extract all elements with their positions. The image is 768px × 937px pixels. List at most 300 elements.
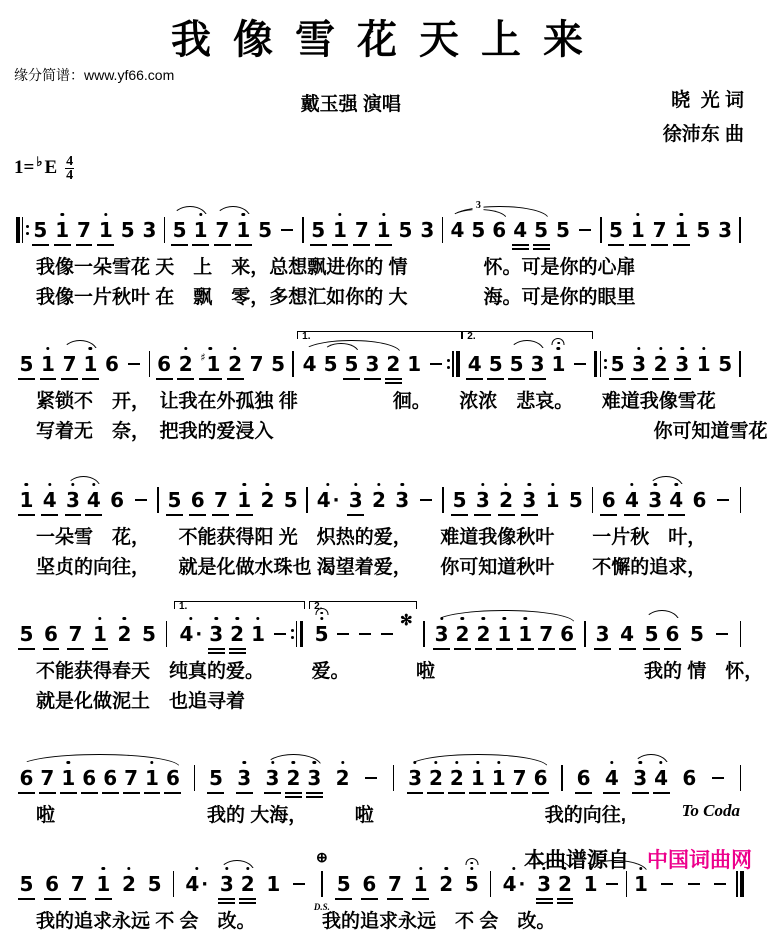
beam-underline bbox=[207, 792, 224, 794]
dot bbox=[291, 629, 294, 632]
sharp-sign: ♯ bbox=[200, 350, 206, 364]
note-digit: 5 bbox=[718, 352, 733, 376]
note bbox=[234, 487, 255, 513]
lyric-row: 就是化做泥土 也追寻着 bbox=[36, 691, 246, 712]
note-digit: 2 bbox=[228, 352, 242, 376]
beam-underline bbox=[54, 244, 71, 246]
note-digit: 6 bbox=[45, 872, 60, 896]
beam-underline bbox=[353, 244, 370, 246]
beam-underline bbox=[235, 244, 252, 246]
beam-underline bbox=[239, 902, 256, 904]
beam-underline bbox=[608, 244, 625, 246]
beam-underline bbox=[18, 792, 35, 794]
note bbox=[687, 621, 708, 647]
note-digit: 3 bbox=[434, 622, 449, 646]
fermata-mark bbox=[552, 338, 565, 345]
note bbox=[237, 871, 258, 897]
note-digit: 1 bbox=[61, 766, 76, 790]
music-system bbox=[14, 193, 746, 313]
note bbox=[506, 351, 527, 377]
footer-source bbox=[524, 844, 752, 874]
note bbox=[42, 871, 63, 897]
beam-underline bbox=[40, 378, 57, 380]
beam-underline bbox=[166, 514, 183, 516]
tie-arc bbox=[63, 487, 105, 513]
barline bbox=[740, 487, 741, 513]
octave-dot bbox=[434, 761, 437, 764]
note bbox=[467, 765, 488, 791]
octave-dot bbox=[654, 483, 657, 486]
note bbox=[417, 217, 438, 243]
note-digit: 7 bbox=[652, 218, 667, 242]
note-digit: 3 bbox=[718, 218, 733, 242]
beam-underline bbox=[594, 648, 611, 650]
note-digit: 6 bbox=[362, 872, 377, 896]
note bbox=[16, 351, 37, 377]
barline bbox=[166, 621, 167, 647]
note bbox=[519, 487, 540, 513]
beam-underline bbox=[652, 378, 669, 380]
note-digit: 2 bbox=[558, 872, 572, 896]
beam-underline bbox=[664, 648, 681, 650]
note bbox=[565, 487, 586, 513]
duration-dash bbox=[716, 633, 728, 635]
octave-dot bbox=[256, 617, 259, 620]
note bbox=[80, 351, 101, 377]
beam-underline bbox=[332, 244, 349, 246]
octave-dot bbox=[503, 617, 506, 620]
note-digit: 6 bbox=[157, 352, 172, 376]
beam-underline bbox=[65, 514, 82, 516]
note-digit: 1 bbox=[491, 766, 506, 790]
beam-underline bbox=[407, 792, 424, 794]
note bbox=[542, 487, 563, 513]
note bbox=[601, 765, 622, 791]
beam-underline bbox=[454, 648, 471, 650]
note bbox=[304, 765, 325, 791]
barline bbox=[292, 351, 293, 377]
beam-underline bbox=[192, 244, 209, 246]
beam-underline bbox=[533, 248, 550, 250]
barline bbox=[302, 217, 303, 243]
note-digit: 7 bbox=[388, 872, 402, 896]
beam-underline bbox=[171, 244, 188, 246]
note bbox=[431, 621, 452, 647]
beam-underline bbox=[466, 378, 483, 380]
note bbox=[671, 217, 692, 243]
composer-credit: 徐沛东 曲 bbox=[662, 124, 744, 145]
note bbox=[622, 487, 643, 513]
octave-dot bbox=[401, 483, 404, 486]
note bbox=[255, 217, 276, 243]
octave-dot bbox=[504, 483, 507, 486]
lyric-row: 我像一片秋叶 在 飘 零，多想汇如你的 大 海。可是你的眼里 bbox=[36, 287, 636, 308]
duration-dash bbox=[717, 499, 729, 501]
tie-arc bbox=[216, 871, 258, 897]
notation-row bbox=[14, 463, 746, 523]
note bbox=[308, 217, 329, 243]
beam-underline bbox=[385, 382, 402, 384]
note bbox=[333, 871, 354, 897]
beam-underline bbox=[427, 792, 444, 794]
note-digit: 5 bbox=[696, 218, 711, 242]
note bbox=[392, 487, 413, 513]
note-digit: 2 bbox=[372, 488, 386, 512]
duration-dash bbox=[712, 777, 724, 779]
octave-dot bbox=[292, 761, 295, 764]
octave-dot bbox=[214, 617, 217, 620]
beam-underline bbox=[199, 378, 222, 380]
beam-underline bbox=[310, 244, 327, 246]
tie-arc bbox=[641, 621, 683, 647]
note-digit: 1 bbox=[518, 622, 533, 646]
repeat-dots bbox=[604, 359, 607, 369]
note bbox=[52, 217, 73, 243]
note bbox=[641, 621, 662, 647]
beam-underline bbox=[239, 898, 256, 900]
note bbox=[359, 871, 380, 897]
note-digit: 1 bbox=[237, 488, 252, 512]
note bbox=[666, 487, 687, 513]
thin-bar bbox=[600, 351, 601, 377]
note bbox=[557, 621, 578, 647]
beam-underline bbox=[448, 792, 465, 794]
note bbox=[332, 765, 353, 791]
beam-underline bbox=[227, 378, 244, 380]
beam-underline bbox=[32, 244, 49, 246]
octave-dot bbox=[127, 867, 130, 870]
octave-dot bbox=[242, 213, 245, 216]
note-digit: 4 bbox=[604, 766, 619, 790]
note bbox=[246, 351, 267, 377]
octave-dot bbox=[67, 761, 70, 764]
barline bbox=[194, 765, 195, 791]
slur-arc bbox=[299, 351, 404, 377]
note-digit: 1 bbox=[696, 352, 711, 376]
key-letter: E bbox=[44, 157, 58, 178]
note-digit: 7 bbox=[70, 872, 85, 896]
octave-dot bbox=[470, 867, 473, 870]
note-digit: 2 bbox=[499, 488, 513, 512]
beam-underline bbox=[229, 652, 246, 654]
thin-bar bbox=[22, 217, 23, 243]
beam-underline bbox=[306, 796, 323, 798]
note bbox=[630, 871, 651, 897]
note bbox=[598, 487, 619, 513]
augmentation-dot: · bbox=[201, 873, 209, 895]
note bbox=[93, 871, 114, 897]
note bbox=[436, 871, 457, 897]
beam-underline bbox=[603, 792, 620, 794]
barline bbox=[164, 217, 165, 243]
segno-icon: ✻ bbox=[399, 612, 413, 629]
note bbox=[672, 351, 693, 377]
watermark-text: 缘分简谱：www.yf66.com bbox=[14, 67, 175, 83]
note-digit: 7 bbox=[124, 766, 139, 790]
note bbox=[606, 217, 627, 243]
dot bbox=[291, 636, 294, 639]
note bbox=[548, 351, 569, 377]
note-digit: 6 bbox=[19, 766, 34, 790]
beam-underline bbox=[285, 796, 302, 798]
beam-underline bbox=[208, 652, 225, 654]
note-digit: 2 bbox=[286, 766, 301, 790]
note-digit: 2 bbox=[428, 766, 443, 790]
note-digit: 4 bbox=[513, 218, 528, 242]
note-digit: 7 bbox=[249, 352, 264, 376]
note-digit: 1 bbox=[630, 218, 645, 242]
octave-dot bbox=[382, 213, 385, 216]
note-digit: 1 bbox=[583, 872, 598, 896]
music-system bbox=[14, 597, 764, 717]
note bbox=[650, 351, 671, 377]
beam-underline bbox=[92, 648, 109, 650]
note-digit: 6 bbox=[103, 766, 118, 790]
beam-underline bbox=[69, 898, 86, 900]
beam-underline bbox=[533, 244, 550, 246]
octave-dot bbox=[419, 867, 422, 870]
tie-arc bbox=[506, 351, 548, 377]
volta-2-bracket bbox=[462, 351, 593, 377]
triplet-group bbox=[447, 217, 510, 243]
note-digit: 5 bbox=[33, 218, 48, 242]
note bbox=[592, 621, 613, 647]
octave-dot bbox=[659, 761, 662, 764]
note bbox=[405, 765, 426, 791]
lyric-row: 不能获得春天 纯真的爱。 爱。 啦 我的 情 怀， bbox=[36, 661, 764, 682]
note-digit: 3 bbox=[632, 352, 647, 376]
note-digit: 5 bbox=[336, 872, 351, 896]
note bbox=[117, 217, 138, 243]
octave-dot bbox=[482, 617, 485, 620]
note-digit: 7 bbox=[77, 218, 91, 242]
note bbox=[555, 871, 576, 897]
barline bbox=[157, 487, 158, 513]
note-digit: 2 bbox=[335, 766, 350, 790]
note-digit: 3 bbox=[537, 872, 552, 896]
note bbox=[262, 765, 283, 791]
note bbox=[573, 765, 594, 791]
barline bbox=[600, 217, 601, 243]
beam-underline bbox=[498, 514, 515, 516]
octave-dot bbox=[638, 761, 641, 764]
note-digit: 4 bbox=[502, 872, 517, 896]
lyric-row: 我的追求永远 不 会 改。 我的追求永远 不 会 改。 bbox=[36, 911, 556, 932]
note-digit: 5 bbox=[172, 218, 187, 242]
note-digit: 3 bbox=[219, 872, 234, 896]
octave-dot bbox=[92, 483, 95, 486]
note-digit: 3 bbox=[522, 488, 537, 512]
note-digit: 2 bbox=[653, 352, 668, 376]
duration-dash bbox=[420, 499, 432, 501]
note-digit: 7 bbox=[62, 352, 77, 376]
duration-dash bbox=[359, 633, 371, 635]
beam-underline bbox=[212, 514, 229, 516]
note bbox=[280, 487, 301, 513]
beam-underline bbox=[536, 902, 553, 904]
octave-dot bbox=[246, 867, 249, 870]
note bbox=[58, 765, 79, 791]
note-digit: 6 bbox=[190, 488, 205, 512]
note-digit: 1 bbox=[41, 352, 55, 376]
octave-dot bbox=[243, 761, 246, 764]
note-digit: 6 bbox=[665, 622, 680, 646]
note bbox=[395, 217, 416, 243]
note bbox=[79, 765, 100, 791]
note bbox=[627, 217, 648, 243]
beam-underline bbox=[189, 514, 206, 516]
note-digit: 2 bbox=[476, 622, 491, 646]
beam-underline bbox=[532, 792, 549, 794]
volta-1-bracket bbox=[174, 621, 306, 647]
note-digit: 6 bbox=[533, 766, 548, 790]
notation-row bbox=[14, 597, 746, 657]
duration-dash bbox=[274, 633, 286, 635]
duration-dash bbox=[365, 777, 377, 779]
beam-underline bbox=[60, 792, 77, 794]
note bbox=[176, 621, 206, 647]
note-digit: 4 bbox=[620, 622, 635, 646]
duration-dash bbox=[135, 499, 147, 501]
note bbox=[212, 217, 233, 243]
octave-dot bbox=[71, 483, 74, 486]
note-digit: 1 bbox=[413, 872, 428, 896]
thick-bar bbox=[740, 871, 744, 897]
octave-dot bbox=[150, 761, 153, 764]
note-digit: 4 bbox=[86, 488, 101, 512]
note bbox=[330, 217, 351, 243]
note bbox=[488, 765, 509, 791]
beam-underline bbox=[557, 898, 574, 900]
flat-sign: ♭ bbox=[36, 154, 43, 169]
barline bbox=[149, 351, 150, 377]
note-digit: 1 bbox=[551, 352, 566, 376]
note-digit: 5 bbox=[534, 218, 549, 242]
note-digit: 3 bbox=[237, 766, 252, 790]
note-digit: 3 bbox=[395, 488, 410, 512]
note bbox=[182, 871, 212, 897]
note bbox=[227, 621, 248, 647]
octave-dot bbox=[60, 213, 63, 216]
octave-dot bbox=[225, 867, 228, 870]
note-digit: 3 bbox=[420, 218, 435, 242]
barline bbox=[173, 871, 174, 897]
note-digit: 5 bbox=[19, 622, 34, 646]
octave-dot bbox=[89, 347, 92, 350]
note-digit: 3 bbox=[209, 622, 224, 646]
beam-underline bbox=[512, 248, 529, 250]
thick-bar bbox=[594, 351, 598, 377]
note bbox=[65, 621, 86, 647]
octave-dot bbox=[199, 213, 202, 216]
note-digit: 3 bbox=[348, 488, 363, 512]
note bbox=[162, 765, 183, 791]
barline bbox=[490, 871, 491, 897]
note bbox=[489, 217, 510, 243]
lyric-row: 紧锁不 开， 让我在外孤独 徘 徊。 浓浓 悲哀。 难道我像雪花 bbox=[36, 391, 716, 412]
augmentation-dot: · bbox=[332, 489, 340, 511]
note bbox=[142, 765, 163, 791]
note-digit: 5 bbox=[644, 622, 659, 646]
note bbox=[530, 765, 551, 791]
beam-underline bbox=[643, 648, 660, 650]
note-digit: 1 bbox=[98, 218, 113, 242]
barline bbox=[740, 621, 741, 647]
beam-underline bbox=[61, 378, 78, 380]
beam-underline bbox=[674, 378, 691, 380]
note bbox=[689, 487, 710, 513]
note-digit: 6 bbox=[601, 488, 616, 512]
beam-underline bbox=[144, 792, 161, 794]
lyric-row: 啦 我的 大海， 啦 我的向往, To Coda bbox=[36, 801, 740, 826]
repeat-dots bbox=[447, 359, 450, 369]
ds-label: D.S. bbox=[313, 902, 330, 912]
note-digit: 1 bbox=[545, 488, 560, 512]
note-digit: 1 bbox=[145, 766, 159, 790]
song-title: 我 像 雪 花 天 上 来 bbox=[171, 17, 589, 62]
note-digit: 2 bbox=[439, 872, 454, 896]
beam-underline bbox=[521, 514, 538, 516]
repeat-dots bbox=[291, 629, 294, 639]
octave-dot bbox=[25, 483, 28, 486]
octave-dot bbox=[476, 761, 479, 764]
dot bbox=[604, 366, 607, 369]
note-digit: 7 bbox=[539, 622, 554, 646]
note bbox=[383, 351, 404, 377]
beam-underline bbox=[559, 648, 576, 650]
note bbox=[107, 487, 128, 513]
octave-dot bbox=[481, 483, 484, 486]
octave-dot bbox=[242, 483, 245, 486]
note bbox=[617, 621, 638, 647]
note bbox=[38, 351, 59, 377]
note bbox=[169, 217, 190, 243]
beam-underline bbox=[364, 378, 381, 380]
note-digit: 7 bbox=[40, 766, 55, 790]
note-digit: 6 bbox=[82, 766, 97, 790]
note-digit: 3 bbox=[595, 622, 610, 646]
beam-underline bbox=[81, 792, 98, 794]
note-digit: 6 bbox=[165, 766, 180, 790]
note bbox=[662, 621, 683, 647]
key-prefix: 1= bbox=[14, 157, 35, 178]
note bbox=[59, 351, 80, 377]
note-digit: 2 bbox=[122, 872, 136, 896]
note bbox=[715, 351, 736, 377]
octave-dot bbox=[440, 617, 443, 620]
note bbox=[30, 217, 51, 243]
octave-dot bbox=[674, 483, 677, 486]
note bbox=[175, 351, 196, 377]
note-digit: 4 bbox=[316, 488, 331, 512]
note bbox=[345, 487, 366, 513]
note bbox=[715, 217, 736, 243]
tie-arc bbox=[262, 765, 325, 791]
beam-underline bbox=[214, 244, 231, 246]
repeat-end-sign bbox=[447, 351, 460, 377]
tie-arc bbox=[534, 871, 576, 897]
note bbox=[299, 351, 320, 377]
note-digit: 5 bbox=[568, 488, 583, 512]
note bbox=[139, 217, 160, 243]
to-coda-label: To Coda bbox=[681, 801, 740, 820]
beam-underline bbox=[123, 792, 140, 794]
note bbox=[536, 621, 557, 647]
note-digit: 1 bbox=[236, 218, 251, 242]
note bbox=[313, 487, 343, 513]
note-digit: 1 bbox=[497, 622, 512, 646]
octave-dot bbox=[320, 617, 323, 620]
